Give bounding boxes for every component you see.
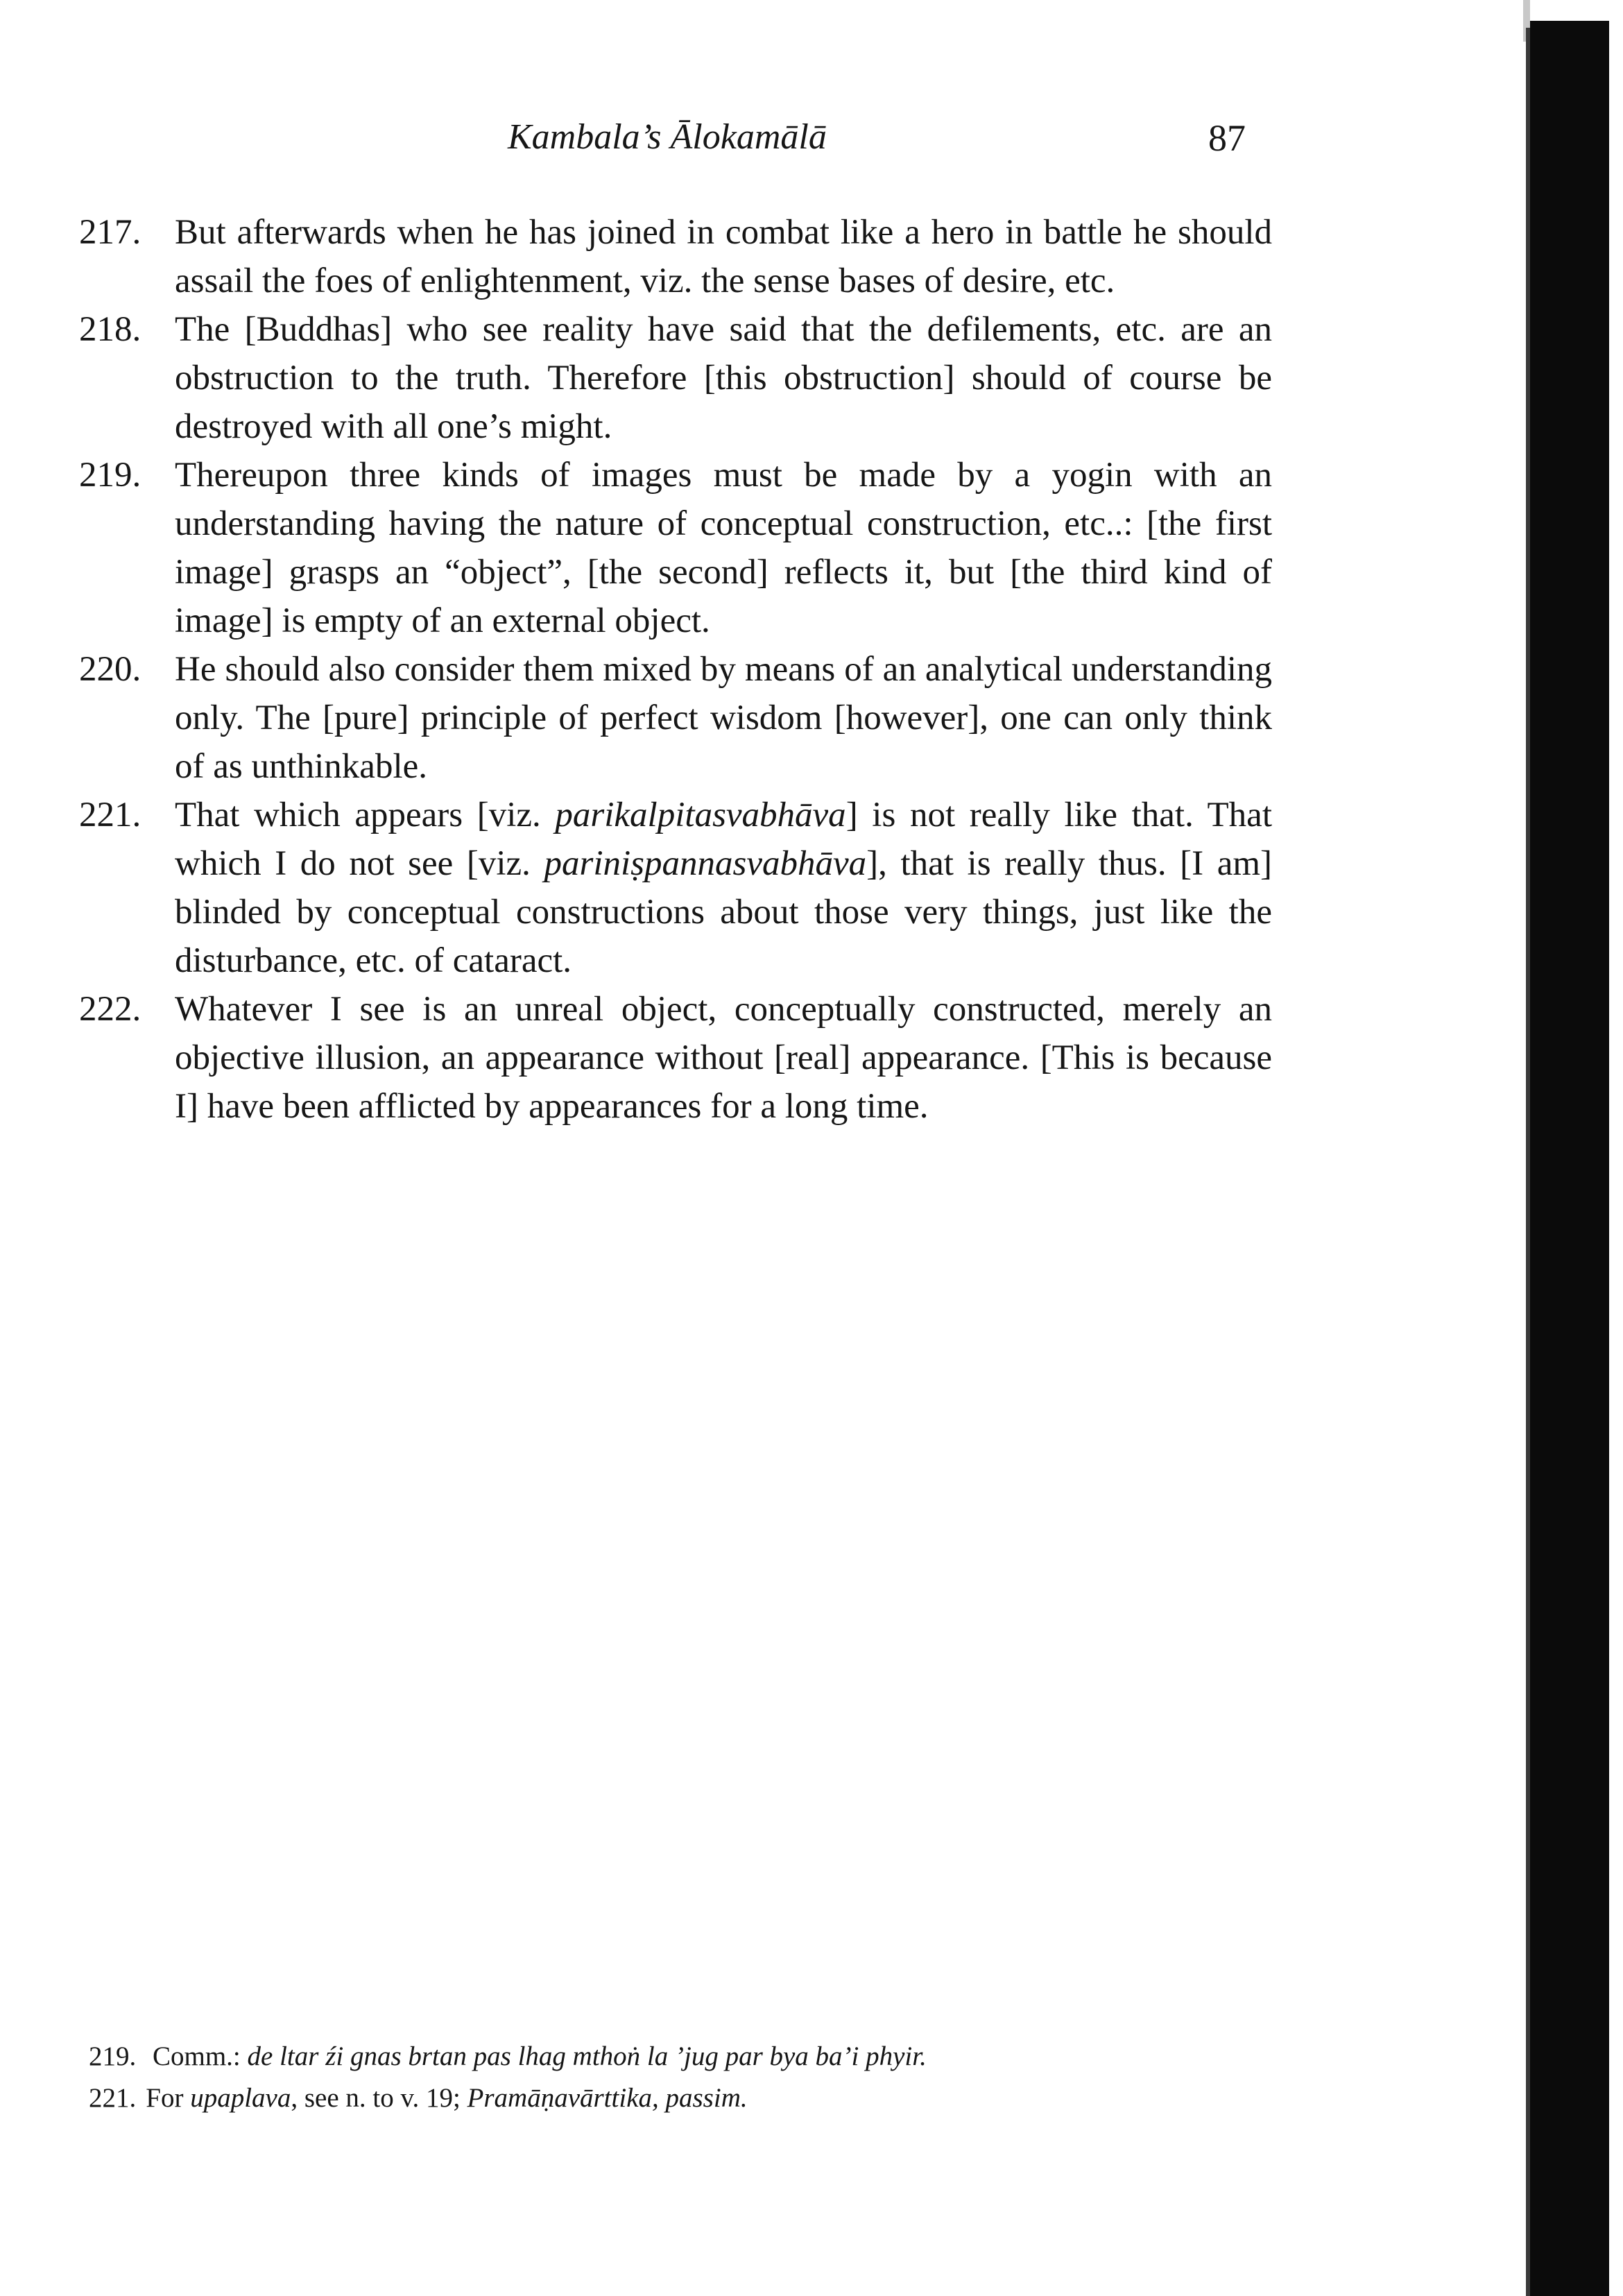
verse-text: But afterwards when he has joined in combat like a hero in battle he should assail the foes of enlightenment, viz. the sense bases of desire, etc. <box>175 213 1272 300</box>
verse-219 <box>79 451 1272 645</box>
footnote-number: 221. <box>89 2083 137 2113</box>
verse-number: 218. <box>79 310 141 349</box>
sanskrit-term: pariniṣpannasvabhāva <box>544 844 867 883</box>
verse-text-segment: ], that is really thus. [I am] blinded by conceptual constructions about those very things, just like the disturbance, etc. of cataract. <box>175 844 1273 980</box>
verse-218 <box>79 305 1272 451</box>
verse-number: 221. <box>79 796 141 834</box>
footnote-219 <box>89 2036 1268 2077</box>
verse-text: Thereupon three kinds of images must be made by a yogin with an understanding having the nature of conceptual construction, etc..: [the first image] grasps an “object”, [the second] reflects it, but [the third kind of image] is empty of an external object. <box>175 456 1272 640</box>
verse-text-segment: That which appears [viz. <box>175 796 556 834</box>
footnotes <box>89 2036 1268 2119</box>
verse-list <box>79 208 1272 1131</box>
work-title: Pramāṇavārttika, passim. <box>467 2083 748 2113</box>
verse-number: 222. <box>79 990 141 1029</box>
running-head <box>0 117 1530 172</box>
sanskrit-term: upaplava <box>190 2083 291 2113</box>
verse-number: 220. <box>79 650 141 689</box>
sanskrit-term: parikalpitasvabhāva <box>555 796 846 834</box>
tibetan-quote: de ltar źi gnas brtan pas lhag mthoṅ la ’jug par bya ba’i phyir. <box>247 2041 927 2071</box>
footnote-text-segment: , see n. to v. 19; <box>291 2083 467 2113</box>
verse-number: 219. <box>79 456 141 495</box>
footnote-number: 219. <box>89 2041 137 2071</box>
scan-dark-margin <box>1530 21 1609 2296</box>
verse-number: 217. <box>79 213 141 252</box>
footnote-label: Comm.: <box>153 2041 241 2071</box>
verse-222 <box>79 985 1272 1131</box>
verse-text <box>175 796 1272 980</box>
footnote-text-segment: For <box>146 2083 191 2113</box>
footnote-221 <box>89 2077 1268 2119</box>
running-title: Kambala’s Ālokamālā <box>508 117 827 157</box>
verse-text-segment: ] is not really like that. That which I do not see [viz. <box>175 796 1272 883</box>
verse-text: He should also consider them mixed by means of an analytical understanding only. The [pure] principle of perfect wisdom [however], one can only think of as unthinkable. <box>175 650 1272 786</box>
page-number: 87 <box>1208 117 1246 159</box>
verse-217 <box>79 208 1272 305</box>
verse-text: Whatever I see is an unreal object, conceptually constructed, merely an objective illusion, an appearance without [real] appearance. [This is because I] have been afflicted by appearances for a long time. <box>175 990 1272 1126</box>
verse-220 <box>79 645 1272 791</box>
verse-221 <box>79 791 1272 985</box>
verse-text: The [Buddhas] who see reality have said that the defilements, etc. are an obstruction to the truth. Therefore [this obstruction] should of course be destroyed with all one’s might. <box>175 310 1272 446</box>
